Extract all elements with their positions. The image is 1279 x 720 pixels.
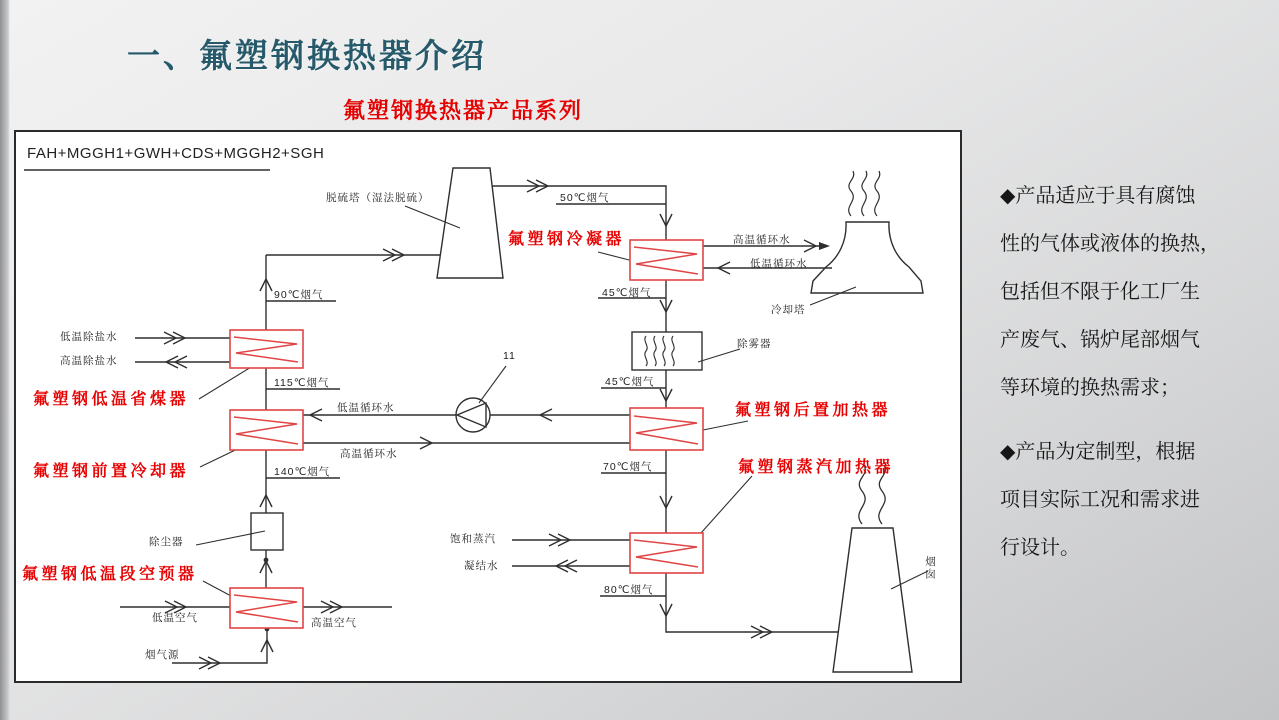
description-line: 性的气体或液体的换热，	[1000, 233, 1220, 255]
label-flue-115: 115℃烟气	[274, 377, 330, 389]
label-flue-90: 90℃烟气	[274, 289, 324, 301]
label-dust-remover: 除尘器	[149, 536, 184, 548]
label-hot-circ-mid: 高温循环水	[340, 448, 398, 460]
label-flue-50: 50℃烟气	[560, 192, 610, 204]
diagram-subtitle: 氟塑钢换热器产品系列	[343, 98, 584, 123]
description-line: ◆产品为定制型，根据	[1000, 441, 1196, 463]
right-description-bullet-1	[1000, 172, 1262, 412]
chimney-shape	[833, 528, 912, 672]
system-formula-label: FAH+MGGH1+GWH+CDS+MGGH2+SGH	[27, 145, 325, 162]
label-chimney: 烟囱	[924, 556, 936, 581]
description-line: 项目实际工况和需求进	[1000, 489, 1200, 511]
label-flue-gas-source: 烟气源	[145, 649, 180, 661]
label-cold-air: 低温空气	[152, 612, 198, 624]
pump-symbol	[456, 398, 490, 432]
label-hot-air: 高温空气	[311, 617, 357, 629]
label-desulf-tower: 脱硫塔（湿法脱硫）	[326, 192, 430, 204]
description-line: ◆产品适应于具有腐蚀	[1000, 185, 1196, 207]
condenser-box	[630, 240, 703, 280]
air-preheater-box	[230, 588, 303, 628]
label-reheater: 氟塑钢后置加热器	[735, 402, 892, 419]
label-hot-circ-top: 高温循环水	[733, 234, 791, 246]
precooler-box	[230, 410, 303, 450]
label-cooling-tower: 冷却塔	[771, 304, 806, 316]
label-flue-45-a: 45℃烟气	[602, 287, 652, 299]
label-flue-45-b: 45℃烟气	[605, 376, 655, 388]
description-line: 包括但不限于化工厂生	[1000, 281, 1200, 303]
label-precooler: 氟塑钢前置冷却器	[33, 463, 190, 480]
label-condensate: 凝结水	[464, 560, 499, 572]
label-cold-circ-top: 低温循环水	[750, 258, 808, 270]
label-steam-heater: 氟塑钢蒸汽加热器	[738, 459, 895, 476]
label-flue-140: 140℃烟气	[274, 466, 331, 478]
dust-remover-box	[251, 513, 283, 550]
page-title: 一、氟塑钢换热器介绍	[127, 37, 487, 74]
label-hot-desalted: 高温除盐水	[60, 355, 118, 367]
label-flue-80: 80℃烟气	[604, 584, 654, 596]
label-demister: 除雾器	[737, 338, 772, 350]
cooling-tower-shape	[811, 222, 923, 293]
label-condenser: 氟塑钢冷凝器	[508, 231, 626, 248]
label-economizer: 氟塑钢低温省煤器	[33, 391, 190, 408]
steam-heater-box	[630, 533, 703, 573]
label-saturated-steam: 饱和蒸汽	[450, 533, 496, 545]
label-flue-70: 70℃烟气	[603, 461, 653, 473]
right-description-bullet-2	[1000, 428, 1262, 572]
label-pump-tag: 11	[503, 350, 516, 362]
description-line: 产废气、锅炉尾部烟气	[1000, 329, 1200, 351]
demister-box	[632, 332, 702, 370]
label-air-preheater: 氟塑钢低温段空预器	[22, 566, 198, 583]
label-cold-desalted: 低温除盐水	[60, 331, 118, 343]
description-line: 等环境的换热需求；	[1000, 377, 1180, 399]
label-cold-circ-mid: 低温循环水	[337, 402, 395, 414]
description-line: 行设计。	[1000, 537, 1080, 559]
